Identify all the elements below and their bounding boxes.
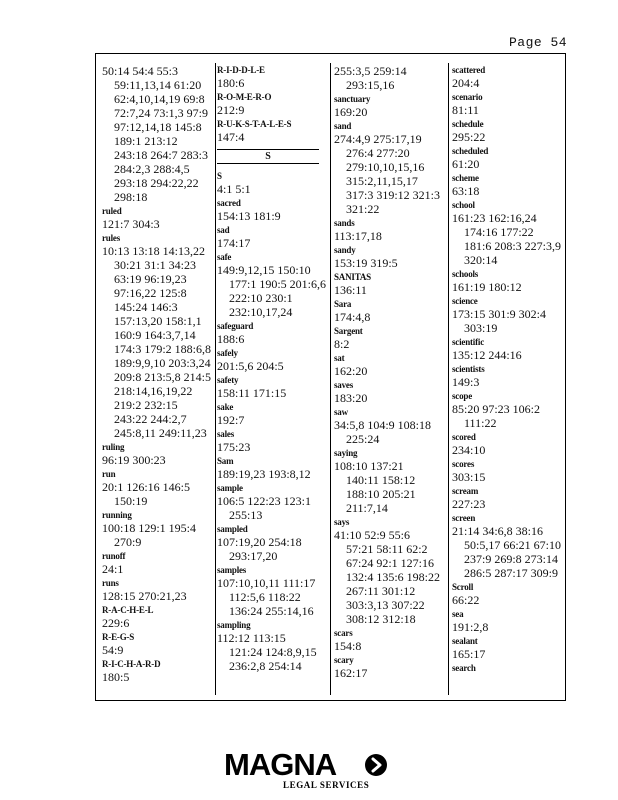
index-entry (217, 374, 329, 400)
page-line-reference: 136:11 (334, 283, 367, 297)
index-term: samples (217, 565, 247, 575)
index-term: sample (217, 483, 243, 493)
page-line-reference: 112:12 113:15 (217, 631, 286, 645)
index-frame (95, 53, 566, 701)
index-term: search (452, 663, 476, 673)
index-term: sales (217, 429, 235, 439)
page-line-reference: 63:18 (452, 184, 480, 198)
index-entry (217, 347, 329, 373)
page-line-reference: 149:9,12,15 150:10 (217, 263, 311, 277)
page-line-reference: 177:1 190:5 201:6,6 (229, 277, 327, 291)
index-term: sanctuary (334, 94, 371, 104)
page-line-reference: 188:10 205:21 (346, 487, 416, 501)
index-term: scars (334, 628, 353, 638)
index-term: says (334, 517, 350, 527)
page-line-reference: 157:13,20 158:1,1 (114, 314, 202, 328)
column-divider (215, 63, 216, 695)
page-line-reference: 175:23 (217, 440, 251, 454)
page-line-reference: 72:7,24 73:1,3 97:9 (114, 106, 209, 120)
index-term: scheduled (452, 146, 489, 156)
page-line-reference: 174:17 (217, 236, 251, 250)
page-line-reference: 108:10 137:21 (334, 459, 404, 473)
index-term: sad (217, 225, 230, 235)
index-entry (452, 91, 566, 117)
index-term: scored (452, 432, 476, 442)
index-term: R-O-M-E-R-O (217, 92, 272, 102)
index-entry (334, 325, 446, 351)
index-term: Sargent (334, 326, 363, 336)
index-term: scenario (452, 92, 483, 102)
page-line-reference: 67:24 92:1 127:16 (346, 556, 435, 570)
page-line-reference: 128:15 270:21,23 (102, 589, 187, 603)
index-term: ruled (102, 206, 122, 216)
page-line-reference: 320:14 (464, 253, 498, 267)
index-term: safeguard (217, 321, 254, 331)
page-line-reference: 162:20 (334, 364, 368, 378)
right-arrow-circle-icon (365, 754, 387, 776)
page-line-reference: 191:2,8 (452, 620, 489, 634)
page-line-reference: 255:3,5 259:14 (334, 64, 407, 78)
index-term: S (217, 171, 222, 181)
page-line-reference: 57:21 58:11 62:2 (346, 542, 428, 556)
page-line-reference: 234:10 (452, 443, 486, 457)
page-line-reference: 174:4,8 (334, 310, 371, 324)
page-line-reference: 222:10 230:1 (229, 291, 293, 305)
index-entry (452, 390, 566, 430)
page-line-reference: 112:5,6 118:22 (229, 590, 301, 604)
index-entry (334, 64, 446, 92)
index-column-4 (452, 64, 566, 700)
page-line-reference: 113:17,18 (334, 229, 382, 243)
index-entry (217, 564, 329, 618)
index-entry (452, 458, 566, 484)
page-line-reference: 100:18 129:1 195:4 (102, 521, 197, 535)
page-line-reference: 173:15 301:9 302:4 (452, 307, 547, 321)
index-term: ruling (102, 442, 125, 452)
index-entry (102, 658, 217, 684)
page-line-reference: 54:9 (102, 643, 124, 657)
page-line-reference: 189:1 213:12 (114, 134, 178, 148)
page-line-reference: 97:12,14,18 145:8 (114, 120, 202, 134)
page-line-reference: 255:13 (229, 508, 263, 522)
page-line-reference: 153:19 319:5 (334, 256, 398, 270)
index-entry (102, 64, 217, 204)
page-line-reference: 8:2 (334, 337, 350, 351)
page-line-reference: 188:6 (217, 332, 245, 346)
section-heading: S (217, 149, 319, 164)
page-line-reference: 161:23 162:16,24 (452, 211, 537, 225)
index-entry (217, 428, 329, 454)
page-line-reference: 162:17 (334, 666, 368, 680)
index-term: scary (334, 655, 354, 665)
index-term: R-I-D-D-L-E (217, 65, 265, 75)
index-term: scores (452, 459, 475, 469)
page-line-reference: 293:15,16 (346, 78, 395, 92)
index-entry (102, 631, 217, 657)
page-line-reference: 317:3 319:12 321:3 (346, 188, 441, 202)
page-line-reference: 201:5,6 204:5 (217, 359, 284, 373)
index-entry (452, 662, 566, 674)
page-line-reference: 121:24 124:8,9,15 (229, 645, 317, 659)
index-term: sat (334, 353, 345, 363)
page-line-reference: 212:9 (217, 103, 245, 117)
page-line-reference: 293:18 294:22,22 (114, 176, 199, 190)
column-divider (330, 63, 331, 695)
index-entry (217, 118, 329, 144)
page-line-reference: 107:10,10,11 111:17 (217, 576, 316, 590)
page-line-reference: 34:5,8 104:9 108:18 (334, 418, 432, 432)
index-entry (452, 145, 566, 171)
index-entry (217, 482, 329, 522)
page-line-reference: 136:24 255:14,16 (229, 604, 314, 618)
index-entry (452, 118, 566, 144)
index-entry (452, 581, 566, 607)
index-entry (102, 577, 217, 603)
index-entry (217, 523, 329, 563)
page-line-reference: 189:19,23 193:8,12 (217, 467, 311, 481)
page-line-reference: 147:4 (217, 130, 245, 144)
magna-logo (222, 745, 397, 795)
page-line-reference: 204:4 (452, 76, 480, 90)
page-line-reference: 183:20 (334, 391, 368, 405)
page-line-reference: 59:11,13,14 61:20 (114, 78, 202, 92)
page-line-reference: 62:4,10,14,19 69:8 (114, 92, 205, 106)
index-term: scientific (452, 337, 484, 347)
index-entry (102, 232, 217, 440)
page-line-reference: 140:11 158:12 (346, 473, 416, 487)
index-column-2 (217, 64, 329, 700)
page-line-reference: 4:1 5:1 (217, 182, 251, 196)
page-line-reference: 21:14 34:6,8 38:16 (452, 524, 544, 538)
index-term: R-I-C-H-A-R-D (102, 659, 161, 669)
index-term: screen (452, 513, 476, 523)
index-entry (217, 251, 329, 319)
index-term: scope (452, 391, 472, 401)
index-entry (102, 468, 217, 508)
index-term: sacred (217, 198, 241, 208)
page-line-reference: 10:13 13:18 14:13,22 (102, 244, 206, 258)
index-entry (334, 627, 446, 653)
index-entry (334, 406, 446, 446)
page-line-reference: 295:22 (452, 130, 486, 144)
index-term: sake (217, 402, 234, 412)
page-line-reference: 169:20 (334, 105, 368, 119)
page-line-reference: 308:12 312:18 (346, 612, 416, 626)
page-line-reference: 189:9,9,10 203:3,24 (114, 356, 211, 370)
index-entry (102, 509, 217, 549)
page-line-reference: 66:22 (452, 593, 480, 607)
page-line-reference: 270:9 (114, 535, 142, 549)
page-line-reference: 303:15 (452, 470, 486, 484)
index-term: school (452, 200, 475, 210)
index-entry (217, 224, 329, 250)
page-number: Page 54 (509, 35, 568, 50)
index-entry (217, 455, 329, 481)
page-line-reference: 209:8 213:5,8 214:5 (114, 370, 212, 384)
index-term: sandy (334, 245, 356, 255)
page-line-reference: 85:20 97:23 106:2 (452, 402, 541, 416)
index-term: runoff (102, 551, 126, 561)
index-entry (217, 197, 329, 223)
index-term: sampled (217, 524, 248, 534)
page-line-reference: 20:1 126:16 146:5 (102, 480, 191, 494)
logo-tagline: LEGAL SERVICES (283, 780, 370, 790)
index-term: R-E-G-S (102, 632, 135, 642)
index-term: rules (102, 233, 120, 243)
page-line-reference: 174:16 177:22 (464, 225, 534, 239)
index-entry (217, 320, 329, 346)
page-line-reference: 158:11 171:15 (217, 386, 287, 400)
page-line-reference: 121:7 304:3 (102, 217, 160, 231)
page-line-reference: 227:23 (452, 497, 486, 511)
page-line-reference: 276:4 277:20 (346, 146, 410, 160)
page-line-reference: 245:8,11 249:11,23 (114, 426, 207, 440)
index-entry (102, 441, 217, 467)
index-term: sea (452, 609, 464, 619)
index-term: schedule (452, 119, 484, 129)
index-term: Scroll (452, 582, 474, 592)
page-line-reference: 160:9 164:3,7,14 (114, 328, 196, 342)
column-divider (448, 63, 449, 695)
page-line-reference: 286:5 287:17 309:9 (464, 566, 559, 580)
page-line-reference: 24:1 (102, 562, 124, 576)
index-entry (102, 604, 217, 630)
index-entry (452, 512, 566, 580)
index-entry (452, 635, 566, 661)
index-term: schools (452, 269, 479, 279)
page-line-reference: 229:6 (102, 616, 130, 630)
index-entry (334, 379, 446, 405)
index-term: saying (334, 448, 358, 458)
index-entry (334, 298, 446, 324)
index-entry (102, 205, 217, 231)
page-line-reference: 225:24 (346, 432, 380, 446)
index-entry (217, 170, 329, 196)
index-entry (334, 217, 446, 243)
index-term: Sam (217, 456, 234, 466)
index-entry (334, 516, 446, 626)
index-term: R-U-K-S-T-A-L-E-S (217, 119, 292, 129)
index-term: safe (217, 252, 232, 262)
index-entry (452, 608, 566, 634)
page-line-reference: 96:19 300:23 (102, 453, 166, 467)
index-term: R-A-C-H-E-L (102, 605, 154, 615)
index-entry (334, 271, 446, 297)
index-term: scream (452, 486, 479, 496)
page-line-reference: 298:18 (114, 190, 148, 204)
page-line-reference: 181:6 208:3 227:3,9 (464, 239, 562, 253)
page-line-reference: 50:5,17 66:21 67:10 (464, 538, 562, 552)
page-line-reference: 293:17,20 (229, 549, 278, 563)
index-term: scheme (452, 173, 479, 183)
page-line-reference: 219:2 232:15 (114, 398, 178, 412)
index-term: sand (334, 121, 352, 131)
page-line-reference: 321:22 (346, 202, 380, 216)
page-line-reference: 132:4 135:6 198:22 (346, 570, 441, 584)
page-line-reference: 274:4,9 275:17,19 (334, 132, 422, 146)
page-line-reference: 145:24 146:3 (114, 300, 178, 314)
index-entry (452, 172, 566, 198)
page-line-reference: 106:5 122:23 123:1 (217, 494, 312, 508)
page-line-reference: 97:16,22 125:8 (114, 286, 187, 300)
index-term: sealant (452, 636, 478, 646)
page-line-reference: 279:10,10,15,16 (346, 160, 425, 174)
page-line-reference: 30:21 31:1 34:23 (114, 258, 197, 272)
page-line-reference: 180:6 (217, 76, 245, 90)
index-entry (334, 447, 446, 515)
page-line-reference: 81:11 (452, 103, 479, 117)
index-entry (217, 401, 329, 427)
page-line-reference: 243:18 264:7 283:3 (114, 148, 209, 162)
index-term: science (452, 296, 478, 306)
index-entry (334, 93, 446, 119)
index-term: runs (102, 578, 119, 588)
page-line-reference: 315:2,11,15,17 (346, 174, 418, 188)
index-entry (217, 91, 329, 117)
page-line-reference: 150:19 (114, 494, 148, 508)
index-entry (452, 485, 566, 511)
index-term: run (102, 469, 116, 479)
index-entry (334, 244, 446, 270)
index-entry (334, 352, 446, 378)
page-line-reference: 135:12 244:16 (452, 348, 522, 362)
index-term: scientists (452, 364, 485, 374)
index-term: saves (334, 380, 353, 390)
index-entry (452, 336, 566, 362)
page-line-reference: 165:17 (452, 647, 486, 661)
page-line-reference: 284:2,3 288:4,5 (114, 162, 190, 176)
page-line-reference: 63:19 96:19,23 (114, 272, 187, 286)
index-term: SANITAS (334, 272, 371, 282)
page-line-reference: 180:5 (102, 670, 130, 684)
index-entry (452, 199, 566, 267)
index-entry (452, 64, 566, 90)
page-line-reference: 174:3 179:2 188:6,8 (114, 342, 212, 356)
page-line-reference: 107:19,20 254:18 (217, 535, 302, 549)
index-term: running (102, 510, 132, 520)
index-term: Sara (334, 299, 352, 309)
index-column-3 (334, 64, 446, 700)
index-term: scattered (452, 65, 486, 75)
page-line-reference: 303:3,13 307:22 (346, 598, 425, 612)
page-line-reference: 50:14 54:4 55:3 (102, 64, 179, 78)
page-line-reference: 41:10 52:9 55:6 (334, 528, 411, 542)
page-line-reference: 61:20 (452, 157, 480, 171)
index-entry (102, 550, 217, 576)
index-entry (334, 654, 446, 680)
page-line-reference: 267:11 301:12 (346, 584, 416, 598)
page-line-reference: 154:13 181:9 (217, 209, 281, 223)
index-term: sands (334, 218, 355, 228)
index-term: sampling (217, 620, 251, 630)
index-entry (452, 363, 566, 389)
page-line-reference: 232:10,17,24 (229, 305, 293, 319)
index-entry (217, 619, 329, 673)
index-entry (452, 431, 566, 457)
page-line-reference: 161:19 180:12 (452, 280, 522, 294)
index-term: safety (217, 375, 239, 385)
logo-wordmark: MAGNA (224, 747, 337, 782)
page-line-reference: 154:8 (334, 639, 362, 653)
page-line-reference: 149:3 (452, 375, 480, 389)
index-term: safely (217, 348, 238, 358)
page-line-reference: 243:22 244:2,7 (114, 412, 187, 426)
index-entry (334, 120, 446, 216)
page-line-reference: 111:22 (464, 416, 497, 430)
page-line-reference: 303:19 (464, 321, 498, 335)
index-entry (217, 64, 329, 90)
page-line-reference: 211:7,14 (346, 501, 388, 515)
page-line-reference: 236:2,8 254:14 (229, 659, 302, 673)
index-entry (452, 268, 566, 294)
page-line-reference: 218:14,16,19,22 (114, 384, 193, 398)
page-line-reference: 237:9 269:8 273:14 (464, 552, 559, 566)
index-term: saw (334, 407, 348, 417)
index-entry (452, 295, 566, 335)
index-column-1 (102, 64, 217, 700)
page-line-reference: 192:7 (217, 413, 245, 427)
